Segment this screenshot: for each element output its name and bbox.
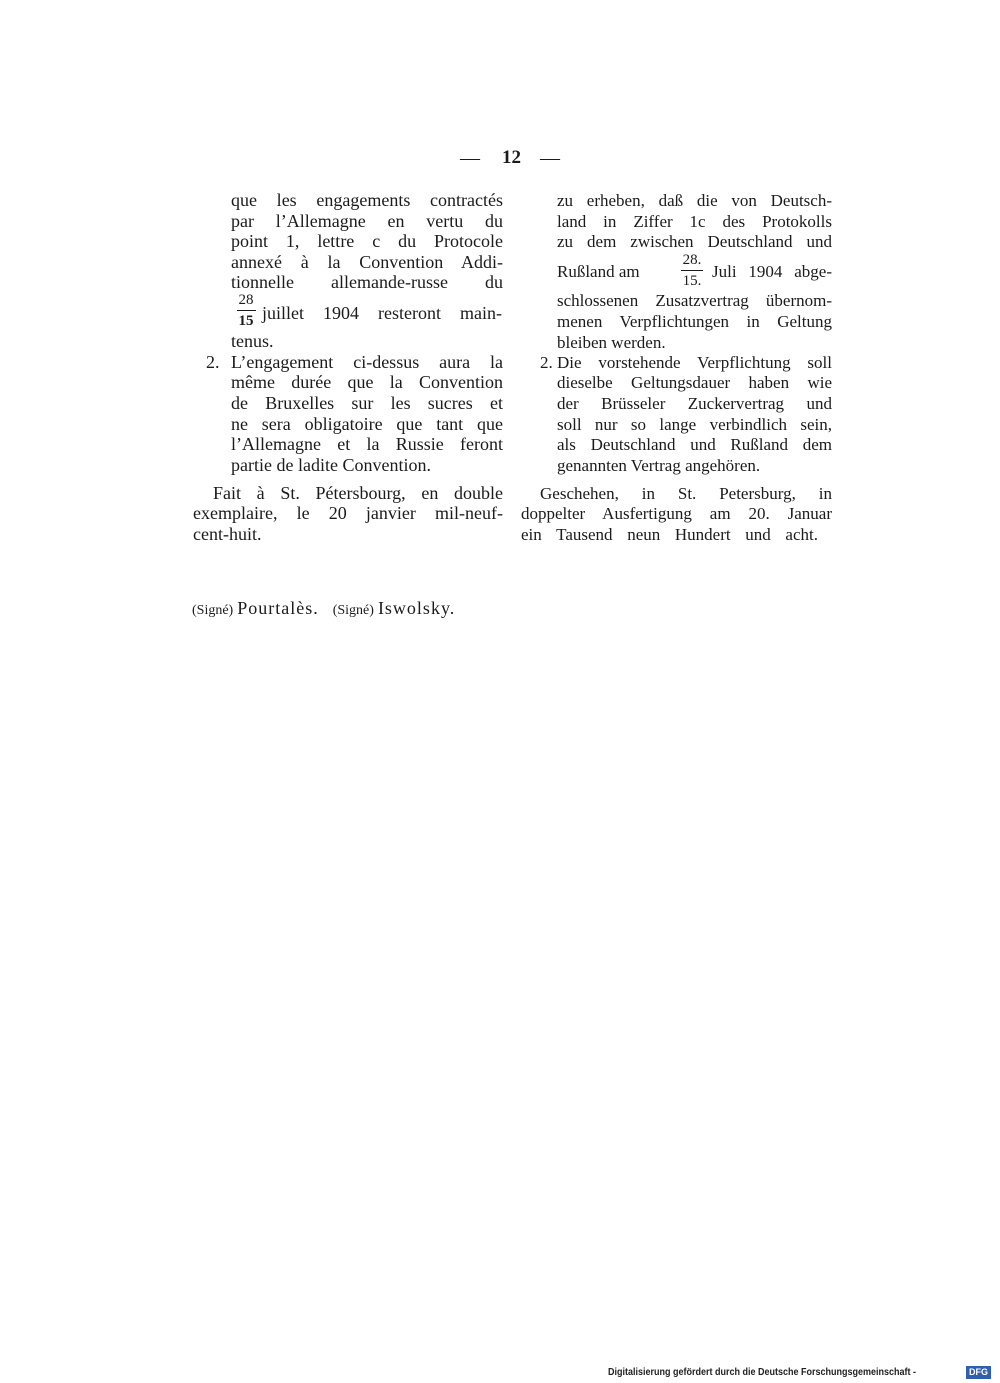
- german-item1-line: Juli 1904 abge-: [712, 262, 832, 281]
- french-closing-line: exemplaire, le 20 janvier mil-neuf-: [193, 503, 503, 523]
- dfg-logo: DFG: [966, 1366, 991, 1379]
- french-item2-line: l’Allemagne et la Russie feront: [231, 434, 503, 454]
- french-fraction-denominator: 15: [237, 310, 256, 331]
- french-item1-line: tionnelle allemande-russe du: [231, 272, 503, 292]
- french-item1-line: point 1, lettre c du Protocole: [231, 231, 503, 251]
- german-fraction-numerator: 28.: [682, 252, 702, 268]
- german-item2-line: Die vorstehende Verpflichtung soll: [557, 353, 832, 372]
- german-closing-line: Geschehen, in St. Petersburg, in: [540, 484, 832, 503]
- french-item1-line: tenus.: [231, 331, 274, 351]
- french-item1-line: annexé à la Convention Addi-: [231, 252, 503, 272]
- french-item2-line: L’engagement ci-dessus aura la: [231, 352, 503, 372]
- german-item1-line: Rußland am: [557, 262, 640, 281]
- page-number: 12: [502, 147, 521, 168]
- signature-name-pourtales: Pourtalès.: [237, 598, 319, 618]
- signature-line: [192, 597, 469, 619]
- german-date-fraction: [675, 250, 709, 291]
- signature-name-iswolsky: Iswolsky.: [377, 598, 456, 618]
- german-item1-line: bleiben werden.: [557, 333, 666, 352]
- page-number-dash-right: —: [540, 147, 560, 169]
- french-item2-number: 2.: [206, 352, 220, 372]
- german-item1-line: zu dem zwischen Deutschland und: [557, 232, 832, 251]
- french-item1-line: juillet 1904 resteront main-: [262, 303, 502, 323]
- signature-label: (Signé): [332, 603, 374, 618]
- french-date-fraction: [235, 290, 257, 331]
- french-closing-line: cent-huit.: [193, 524, 262, 544]
- digitization-credit: Digitalisierung gefördert durch die Deutsche Forschungsgemeinschaft -: [608, 1367, 917, 1378]
- french-item1-line: que les engagements contractés: [231, 190, 503, 210]
- german-item2-line: dieselbe Geltungsdauer haben wie: [557, 373, 832, 392]
- german-item2-line: der Brüsseler Zuckervertrag und: [557, 394, 832, 413]
- page-number-dash-left: —: [460, 147, 480, 169]
- german-item1-line: land in Ziffer 1c des Protokolls: [557, 212, 832, 231]
- german-item1-line: zu erheben, daß die von Deutsch-: [557, 191, 832, 210]
- french-item2-line: de Bruxelles sur les sucres et: [231, 393, 503, 413]
- german-closing-line: ein Tausend neun Hundert und acht.: [521, 525, 818, 544]
- german-item1-line: menen Verpflichtungen in Geltung: [557, 312, 832, 331]
- german-item2-line: als Deutschland und Rußland dem: [557, 435, 832, 454]
- german-item1-line: schlossenen Zusatzvertrag übernom-: [557, 291, 832, 310]
- french-item2-line: partie de ladite Convention.: [231, 455, 431, 475]
- german-item2-line: genannten Vertrag angehören.: [557, 456, 761, 475]
- french-fraction-numerator: 28: [238, 292, 254, 308]
- german-item2-number: 2.: [540, 353, 553, 372]
- french-closing-line: Fait à St. Pétersbourg, en double: [213, 483, 503, 503]
- signature-label: (Signé): [192, 603, 234, 618]
- french-item1-line: par l’Allemagne en vertu du: [231, 211, 503, 231]
- german-item2-line: soll nur so lange verbindlich sein,: [557, 415, 832, 434]
- german-fraction-denominator: 15.: [681, 270, 704, 291]
- french-item2-line: même durée que la Convention: [231, 372, 503, 392]
- german-closing-line: doppelter Ausfertigung am 20. Januar: [521, 504, 832, 523]
- french-item2-line: ne sera obligatoire que tant que: [231, 414, 503, 434]
